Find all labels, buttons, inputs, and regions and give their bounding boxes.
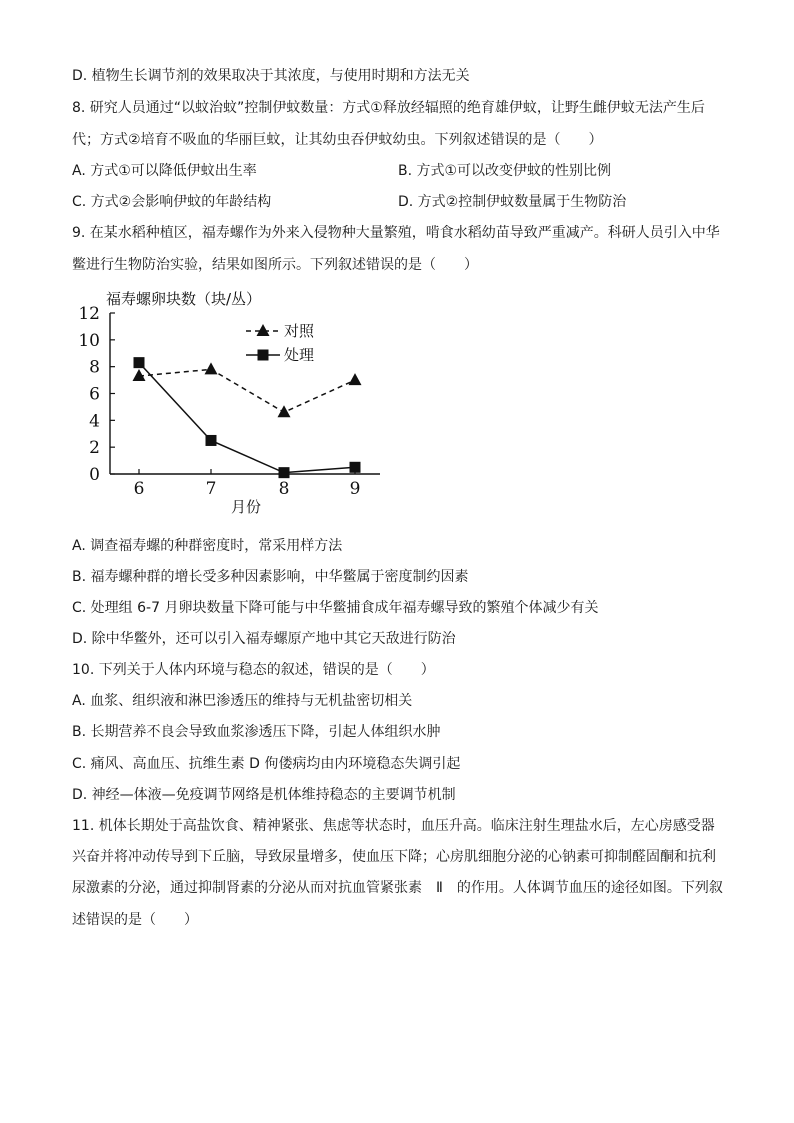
legend-label: 处理 <box>284 346 315 364</box>
q8-stem-line1: 8. 研究人员通过“以蚊治蚊”控制伊蚊数量：方式①释放经辐照的绝育雄伊蚊，让野生雌伊蚊无法产生后 <box>72 100 705 116</box>
q11-stem-line2: 兴奋并将冲动传导到下丘脑，导致尿量增多，使血压下降；心房肌细胞分泌的心钠素可抑制醛固酮和抗利 <box>72 849 716 865</box>
data-point-triangle <box>278 405 291 417</box>
y-tick-label: 10 <box>78 330 100 351</box>
data-point-square <box>134 357 145 368</box>
q10-option-b: B. 长期营养不良会导致血浆渗透压下降，引起人体组织水肿 <box>72 724 441 740</box>
q8-option-a: A. 方式①可以降低伊蚊出生率 <box>72 163 257 179</box>
q10-option-c: C. 痛风、高血压、抗维生素 D 佝偻病均由内环境稳态失调引起 <box>72 756 461 772</box>
y-tick-label: 2 <box>89 438 100 459</box>
q8-option-b: B. 方式①可以改变伊蚊的性别比例 <box>398 163 612 179</box>
y-tick-label: 4 <box>89 411 100 432</box>
q8-option-c: C. 方式②会影响伊蚊的年龄结构 <box>72 194 272 210</box>
q10-option-a: A. 血浆、组织液和淋巴渗透压的维持与无机盐密切相关 <box>72 693 413 709</box>
q11-stem-line1: 11. 机体长期处于高盐饮食、精神紧张、焦虑等状态时，血压升高。临床注射生理盐水后，左心房感受器 <box>72 818 715 834</box>
x-tick-label: 7 <box>205 479 217 499</box>
y-tick-label: 12 <box>78 304 100 324</box>
q10-stem: 10. 下列关于人体内环境与稳态的叙述，错误的是（ ） <box>72 662 435 678</box>
data-point-square <box>279 467 290 478</box>
data-point-triangle <box>349 373 362 385</box>
q8-option-d: D. 方式②控制伊蚊数量属于生物防治 <box>398 194 627 210</box>
data-point-triangle <box>205 362 218 374</box>
q9-option-d: D. 除中华鳖外，还可以引入福寿螺原产地中其它天敌进行防治 <box>72 631 456 647</box>
q10-option-d: D. 神经—体液—免疫调节网络是机体维持稳态的主要调节机制 <box>72 787 456 803</box>
q11-stem-line4: 述错误的是（ ） <box>72 912 198 928</box>
x-tick-label: 6 <box>133 479 145 499</box>
y-axis-title: 福寿螺卵块数（块/丛） <box>106 290 262 308</box>
y-tick-label: 0 <box>89 465 100 485</box>
y-tick-label: 8 <box>89 357 100 378</box>
q9-stem-line1: 9. 在某水稻种植区，福寿螺作为外来入侵物种大量繁殖，啃食水稻幼苗导致严重减产。科研人员引入中华 <box>72 225 720 241</box>
q9-stem-line2: 鳖进行生物防治实验，结果如图所示。下列叙述错误的是（ ） <box>72 257 478 273</box>
legend-marker-triangle <box>257 324 270 336</box>
q11-stem-line3: 尿激素的分泌，通过抑制肾素的分泌从而对抗血管紧张素 Ⅱ 的作用。人体调节血压的途径如图。下列叙 <box>72 880 723 896</box>
x-tick-label: 9 <box>349 479 361 499</box>
series-line-control <box>139 369 355 412</box>
q9-line-chart <box>70 285 400 520</box>
x-axis-title: 月份 <box>230 498 262 516</box>
q8-stem-line2: 代；方式②培育不吸血的华丽巨蚊，让其幼虫吞伊蚊幼虫。下列叙述错误的是（ ） <box>72 132 603 148</box>
data-point-square <box>206 435 217 446</box>
q7-option-d: D. 植物生长调节剂的效果取决于其浓度，与使用时期和方法无关 <box>72 68 470 84</box>
data-point-square <box>350 462 361 473</box>
legend-marker-square <box>258 350 269 361</box>
q9-option-a: A. 调查福寿螺的种群密度时，常采用样方法 <box>72 538 343 554</box>
q9-option-c: C. 处理组 6-7 月卵块数量下降可能与中华鳖捕食成年福寿螺导致的繁殖个体减少有关 <box>72 600 599 616</box>
y-tick-label: 6 <box>89 384 100 405</box>
x-tick-label: 8 <box>278 479 290 499</box>
series-line-treatment <box>139 363 355 473</box>
legend-label: 对照 <box>284 322 315 340</box>
q9-option-b: B. 福寿螺种群的增长受多种因素影响，中华鳖属于密度制约因素 <box>72 569 469 585</box>
